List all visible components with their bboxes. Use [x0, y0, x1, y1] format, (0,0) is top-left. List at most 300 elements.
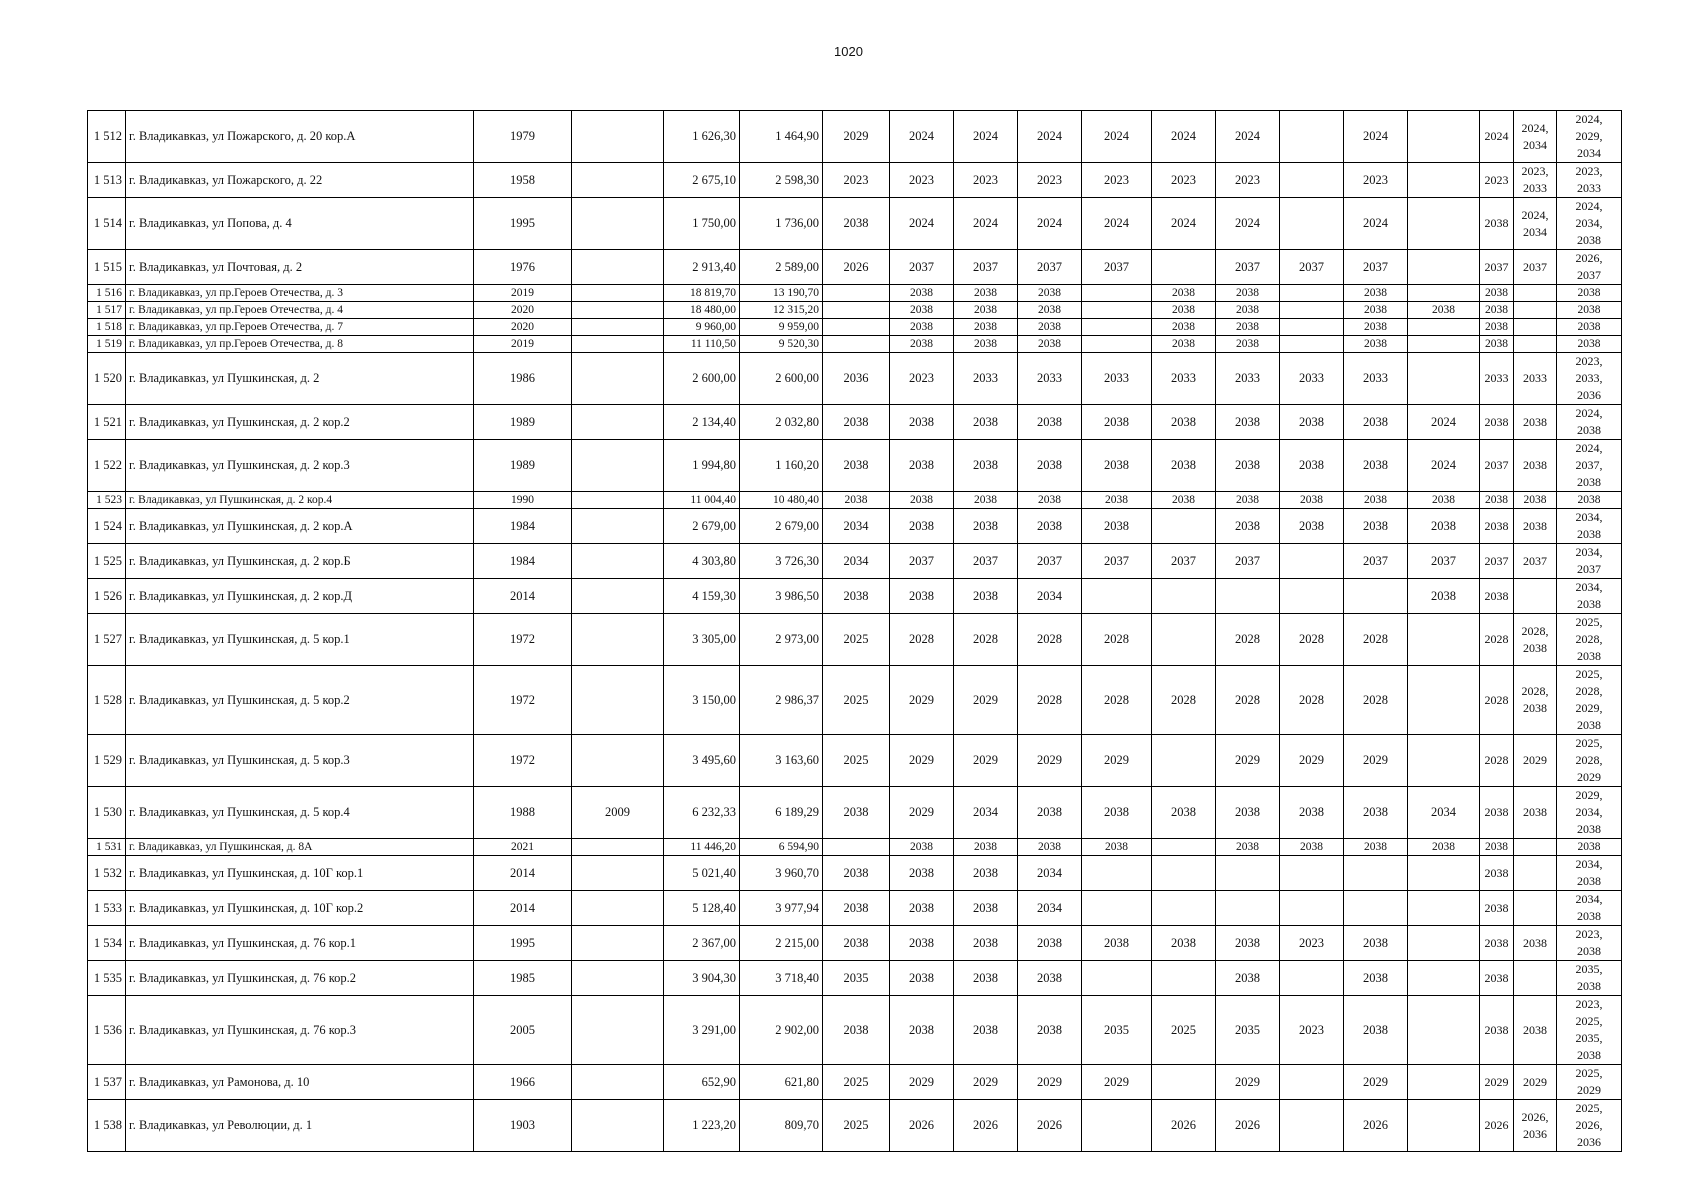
work-summary-cell: 2024, 2034, 2038	[1557, 198, 1622, 250]
work-3-cell: 2038	[954, 319, 1018, 336]
year-reconstruction-cell	[572, 285, 664, 302]
work-6-cell	[1152, 1065, 1216, 1100]
year-built-cell: 1986	[474, 353, 572, 405]
address-cell: г. Владикавказ, ул Пушкинская, д. 5 кор.1	[126, 614, 474, 666]
work-12-cell: 2038	[1514, 996, 1557, 1065]
work-1-cell: 2025	[823, 666, 890, 735]
year-built-cell: 1972	[474, 666, 572, 735]
work-4-cell: 2028	[1018, 666, 1082, 735]
row-number-cell: 1 518	[88, 319, 126, 336]
work-10-cell	[1408, 996, 1480, 1065]
work-1-cell: 2038	[823, 492, 890, 509]
work-6-cell: 2024	[1152, 111, 1216, 163]
year-reconstruction-cell	[572, 926, 664, 961]
work-2-cell: 2029	[890, 1065, 954, 1100]
work-8-cell: 2023	[1280, 996, 1344, 1065]
work-9-cell: 2033	[1344, 353, 1408, 405]
row-number-cell: 1 531	[88, 839, 126, 856]
work-12-cell: 2037	[1514, 544, 1557, 579]
work-3-cell: 2037	[954, 544, 1018, 579]
work-9-cell: 2026	[1344, 1100, 1408, 1152]
work-1-cell: 2038	[823, 996, 890, 1065]
work-11-cell: 2037	[1480, 250, 1514, 285]
year-reconstruction-cell	[572, 579, 664, 614]
work-summary-cell: 2034, 2038	[1557, 891, 1622, 926]
work-4-cell: 2038	[1018, 961, 1082, 996]
residential-area-cell: 2 679,00	[740, 509, 823, 544]
work-3-cell: 2028	[954, 614, 1018, 666]
table-row	[88, 319, 1622, 336]
work-5-cell	[1082, 579, 1152, 614]
work-4-cell: 2034	[1018, 579, 1082, 614]
address-cell: г. Владикавказ, ул Пожарского, д. 20 кор.А	[126, 111, 474, 163]
work-5-cell: 2024	[1082, 198, 1152, 250]
work-5-cell	[1082, 891, 1152, 926]
work-2-cell: 2023	[890, 163, 954, 198]
year-built-cell: 1903	[474, 1100, 572, 1152]
work-3-cell: 2038	[954, 285, 1018, 302]
year-reconstruction-cell	[572, 336, 664, 353]
work-5-cell: 2029	[1082, 735, 1152, 787]
work-6-cell: 2038	[1152, 405, 1216, 440]
year-built-cell: 1985	[474, 961, 572, 996]
work-11-cell: 2038	[1480, 336, 1514, 353]
work-7-cell: 2038	[1216, 961, 1280, 996]
address-cell: г. Владикавказ, ул Пушкинская, д. 76 кор.3	[126, 996, 474, 1065]
work-summary-cell: 2025, 2028, 2038	[1557, 614, 1622, 666]
residential-area-cell: 2 902,00	[740, 996, 823, 1065]
work-7-cell: 2026	[1216, 1100, 1280, 1152]
work-8-cell	[1280, 163, 1344, 198]
work-12-cell	[1514, 961, 1557, 996]
residential-area-cell: 621,80	[740, 1065, 823, 1100]
work-5-cell: 2038	[1082, 509, 1152, 544]
total-area-cell: 9 960,00	[664, 319, 740, 336]
total-area-cell: 2 675,10	[664, 163, 740, 198]
housing-register-table	[87, 110, 1622, 1152]
work-4-cell: 2034	[1018, 856, 1082, 891]
work-2-cell: 2038	[890, 839, 954, 856]
work-9-cell: 2024	[1344, 111, 1408, 163]
work-11-cell: 2038	[1480, 509, 1514, 544]
address-cell: г. Владикавказ, ул Пушкинская, д. 10Г кор.1	[126, 856, 474, 891]
residential-area-cell: 2 598,30	[740, 163, 823, 198]
work-12-cell	[1514, 891, 1557, 926]
work-1-cell: 2038	[823, 926, 890, 961]
table-row	[88, 544, 1622, 579]
table-row	[88, 509, 1622, 544]
work-11-cell: 2038	[1480, 926, 1514, 961]
work-9-cell: 2028	[1344, 614, 1408, 666]
work-7-cell: 2024	[1216, 198, 1280, 250]
work-2-cell: 2038	[890, 891, 954, 926]
work-1-cell: 2038	[823, 891, 890, 926]
work-4-cell: 2038	[1018, 405, 1082, 440]
address-cell: г. Владикавказ, ул пр.Героев Отечества, д. 4	[126, 302, 474, 319]
year-built-cell: 2005	[474, 996, 572, 1065]
table-row	[88, 735, 1622, 787]
work-5-cell: 2038	[1082, 787, 1152, 839]
year-reconstruction-cell: 2009	[572, 787, 664, 839]
address-cell: г. Владикавказ, ул Пушкинская, д. 76 кор.1	[126, 926, 474, 961]
residential-area-cell: 13 190,70	[740, 285, 823, 302]
total-area-cell: 5 128,40	[664, 891, 740, 926]
work-2-cell: 2038	[890, 579, 954, 614]
work-12-cell: 2038	[1514, 492, 1557, 509]
work-8-cell: 2028	[1280, 666, 1344, 735]
total-area-cell: 18 819,70	[664, 285, 740, 302]
work-11-cell: 2038	[1480, 839, 1514, 856]
work-5-cell: 2029	[1082, 1065, 1152, 1100]
work-4-cell: 2038	[1018, 440, 1082, 492]
row-number-cell: 1 519	[88, 336, 126, 353]
work-7-cell: 2038	[1216, 787, 1280, 839]
work-10-cell: 2037	[1408, 544, 1480, 579]
work-7-cell: 2028	[1216, 666, 1280, 735]
table-row	[88, 353, 1622, 405]
address-cell: г. Владикавказ, ул Попова, д. 4	[126, 198, 474, 250]
address-cell: г. Владикавказ, ул Почтовая, д. 2	[126, 250, 474, 285]
work-8-cell: 2038	[1280, 405, 1344, 440]
work-2-cell: 2038	[890, 856, 954, 891]
work-1-cell: 2026	[823, 250, 890, 285]
work-9-cell	[1344, 579, 1408, 614]
work-12-cell: 2038	[1514, 509, 1557, 544]
work-8-cell: 2038	[1280, 492, 1344, 509]
address-cell: г. Владикавказ, ул Революции, д. 1	[126, 1100, 474, 1152]
total-area-cell: 1 750,00	[664, 198, 740, 250]
total-area-cell: 6 232,33	[664, 787, 740, 839]
address-cell: г. Владикавказ, ул пр.Героев Отечества, д. 8	[126, 336, 474, 353]
work-9-cell: 2037	[1344, 544, 1408, 579]
work-8-cell	[1280, 1065, 1344, 1100]
work-1-cell: 2038	[823, 198, 890, 250]
year-reconstruction-cell	[572, 996, 664, 1065]
row-number-cell: 1 532	[88, 856, 126, 891]
work-3-cell: 2034	[954, 787, 1018, 839]
table-row	[88, 614, 1622, 666]
work-2-cell: 2038	[890, 961, 954, 996]
work-12-cell: 2038	[1514, 440, 1557, 492]
work-4-cell: 2038	[1018, 319, 1082, 336]
work-10-cell	[1408, 198, 1480, 250]
work-2-cell: 2038	[890, 996, 954, 1065]
year-reconstruction-cell	[572, 891, 664, 926]
table-row	[88, 666, 1622, 735]
work-7-cell: 2029	[1216, 735, 1280, 787]
work-7-cell: 2038	[1216, 839, 1280, 856]
table-row	[88, 1065, 1622, 1100]
work-8-cell	[1280, 544, 1344, 579]
work-4-cell: 2038	[1018, 336, 1082, 353]
work-summary-cell: 2024, 2037, 2038	[1557, 440, 1622, 492]
work-12-cell: 2024, 2034	[1514, 198, 1557, 250]
work-7-cell: 2028	[1216, 614, 1280, 666]
work-11-cell: 2038	[1480, 996, 1514, 1065]
total-area-cell: 3 305,00	[664, 614, 740, 666]
work-2-cell: 2028	[890, 614, 954, 666]
work-9-cell: 2029	[1344, 1065, 1408, 1100]
work-4-cell: 2023	[1018, 163, 1082, 198]
year-built-cell: 1995	[474, 926, 572, 961]
row-number-cell: 1 525	[88, 544, 126, 579]
work-12-cell: 2029	[1514, 735, 1557, 787]
work-11-cell: 2038	[1480, 319, 1514, 336]
year-built-cell: 1972	[474, 735, 572, 787]
residential-area-cell: 2 215,00	[740, 926, 823, 961]
work-7-cell: 2038	[1216, 319, 1280, 336]
work-3-cell: 2038	[954, 839, 1018, 856]
work-6-cell: 2024	[1152, 198, 1216, 250]
table-row	[88, 839, 1622, 856]
work-2-cell: 2023	[890, 353, 954, 405]
work-11-cell: 2038	[1480, 961, 1514, 996]
work-7-cell: 2038	[1216, 926, 1280, 961]
total-area-cell: 652,90	[664, 1065, 740, 1100]
work-summary-cell: 2025, 2028, 2029	[1557, 735, 1622, 787]
work-8-cell: 2038	[1280, 787, 1344, 839]
work-11-cell: 2038	[1480, 787, 1514, 839]
work-1-cell: 2035	[823, 961, 890, 996]
year-reconstruction-cell	[572, 544, 664, 579]
address-cell: г. Владикавказ, ул Пушкинская, д. 5 кор.3	[126, 735, 474, 787]
work-4-cell: 2038	[1018, 839, 1082, 856]
work-7-cell	[1216, 579, 1280, 614]
work-9-cell: 2038	[1344, 787, 1408, 839]
work-summary-cell: 2038	[1557, 839, 1622, 856]
work-9-cell: 2038	[1344, 996, 1408, 1065]
address-cell: г. Владикавказ, ул Пушкинская, д. 2 кор.4	[126, 492, 474, 509]
work-8-cell: 2029	[1280, 735, 1344, 787]
work-2-cell: 2037	[890, 250, 954, 285]
work-summary-cell: 2038	[1557, 285, 1622, 302]
work-4-cell: 2038	[1018, 787, 1082, 839]
row-number-cell: 1 529	[88, 735, 126, 787]
work-5-cell: 2035	[1082, 996, 1152, 1065]
total-area-cell: 1 223,20	[664, 1100, 740, 1152]
year-built-cell: 2014	[474, 856, 572, 891]
year-reconstruction-cell	[572, 319, 664, 336]
work-6-cell	[1152, 735, 1216, 787]
work-5-cell: 2038	[1082, 839, 1152, 856]
work-12-cell: 2038	[1514, 405, 1557, 440]
work-3-cell: 2038	[954, 996, 1018, 1065]
address-cell: г. Владикавказ, ул Пожарского, д. 22	[126, 163, 474, 198]
residential-area-cell: 3 977,94	[740, 891, 823, 926]
work-1-cell: 2025	[823, 1065, 890, 1100]
work-10-cell	[1408, 856, 1480, 891]
work-4-cell: 2037	[1018, 544, 1082, 579]
address-cell: г. Владикавказ, ул Пушкинская, д. 5 кор.2	[126, 666, 474, 735]
year-built-cell: 2014	[474, 579, 572, 614]
total-area-cell: 11 004,40	[664, 492, 740, 509]
work-10-cell	[1408, 926, 1480, 961]
work-4-cell: 2038	[1018, 285, 1082, 302]
work-8-cell	[1280, 319, 1344, 336]
work-11-cell: 2029	[1480, 1065, 1514, 1100]
work-summary-cell: 2038	[1557, 302, 1622, 319]
work-10-cell	[1408, 250, 1480, 285]
year-built-cell: 1995	[474, 198, 572, 250]
work-3-cell: 2037	[954, 250, 1018, 285]
address-cell: г. Владикавказ, ул Рамонова, д. 10	[126, 1065, 474, 1100]
year-built-cell: 1989	[474, 405, 572, 440]
work-2-cell: 2038	[890, 302, 954, 319]
work-1-cell: 2029	[823, 111, 890, 163]
total-area-cell: 2 913,40	[664, 250, 740, 285]
year-reconstruction-cell	[572, 856, 664, 891]
row-number-cell: 1 528	[88, 666, 126, 735]
work-5-cell: 2028	[1082, 614, 1152, 666]
table-row	[88, 302, 1622, 319]
address-cell: г. Владикавказ, ул пр.Героев Отечества, д. 3	[126, 285, 474, 302]
work-11-cell: 2037	[1480, 440, 1514, 492]
row-number-cell: 1 521	[88, 405, 126, 440]
row-number-cell: 1 515	[88, 250, 126, 285]
work-4-cell: 2038	[1018, 492, 1082, 509]
work-10-cell: 2038	[1408, 509, 1480, 544]
work-4-cell: 2026	[1018, 1100, 1082, 1152]
work-11-cell: 2038	[1480, 198, 1514, 250]
year-reconstruction-cell	[572, 492, 664, 509]
work-6-cell: 2038	[1152, 787, 1216, 839]
residential-area-cell: 2 600,00	[740, 353, 823, 405]
residential-area-cell: 3 960,70	[740, 856, 823, 891]
table-row	[88, 856, 1622, 891]
table-row	[88, 440, 1622, 492]
year-reconstruction-cell	[572, 353, 664, 405]
work-1-cell	[823, 285, 890, 302]
work-9-cell: 2028	[1344, 666, 1408, 735]
work-4-cell: 2024	[1018, 111, 1082, 163]
row-number-cell: 1 534	[88, 926, 126, 961]
address-cell: г. Владикавказ, ул Пушкинская, д. 76 кор.2	[126, 961, 474, 996]
work-8-cell: 2023	[1280, 926, 1344, 961]
work-summary-cell: 2024, 2029, 2034	[1557, 111, 1622, 163]
work-1-cell: 2025	[823, 1100, 890, 1152]
work-11-cell: 2038	[1480, 405, 1514, 440]
work-6-cell: 2025	[1152, 996, 1216, 1065]
work-summary-cell: 2023, 2033, 2036	[1557, 353, 1622, 405]
total-area-cell: 11 446,20	[664, 839, 740, 856]
address-cell: г. Владикавказ, ул Пушкинская, д. 2	[126, 353, 474, 405]
total-area-cell: 3 150,00	[664, 666, 740, 735]
work-12-cell	[1514, 839, 1557, 856]
total-area-cell: 2 134,40	[664, 405, 740, 440]
work-7-cell: 2037	[1216, 250, 1280, 285]
year-reconstruction-cell	[572, 302, 664, 319]
work-6-cell: 2038	[1152, 319, 1216, 336]
year-built-cell: 2020	[474, 302, 572, 319]
residential-area-cell: 6 594,90	[740, 839, 823, 856]
table-row	[88, 163, 1622, 198]
table-row	[88, 405, 1622, 440]
work-6-cell: 2038	[1152, 302, 1216, 319]
residential-area-cell: 9 520,30	[740, 336, 823, 353]
total-area-cell: 3 495,60	[664, 735, 740, 787]
row-number-cell: 1 535	[88, 961, 126, 996]
year-built-cell: 1984	[474, 509, 572, 544]
work-12-cell: 2023, 2033	[1514, 163, 1557, 198]
year-built-cell: 1976	[474, 250, 572, 285]
work-2-cell: 2038	[890, 336, 954, 353]
work-4-cell: 2038	[1018, 926, 1082, 961]
total-area-cell: 18 480,00	[664, 302, 740, 319]
work-8-cell: 2038	[1280, 839, 1344, 856]
work-8-cell	[1280, 198, 1344, 250]
work-summary-cell: 2023, 2038	[1557, 926, 1622, 961]
address-cell: г. Владикавказ, ул Пушкинская, д. 2 кор.3	[126, 440, 474, 492]
row-number-cell: 1 512	[88, 111, 126, 163]
work-2-cell: 2029	[890, 735, 954, 787]
work-10-cell: 2038	[1408, 302, 1480, 319]
work-9-cell: 2038	[1344, 285, 1408, 302]
work-8-cell: 2037	[1280, 250, 1344, 285]
work-4-cell: 2034	[1018, 891, 1082, 926]
work-summary-cell: 2034, 2038	[1557, 856, 1622, 891]
work-2-cell: 2038	[890, 509, 954, 544]
work-6-cell	[1152, 856, 1216, 891]
work-9-cell: 2038	[1344, 336, 1408, 353]
row-number-cell: 1 527	[88, 614, 126, 666]
work-8-cell: 2038	[1280, 440, 1344, 492]
table-row	[88, 285, 1622, 302]
work-12-cell: 2037	[1514, 250, 1557, 285]
year-built-cell: 2019	[474, 285, 572, 302]
work-1-cell: 2038	[823, 787, 890, 839]
work-8-cell	[1280, 856, 1344, 891]
work-1-cell: 2025	[823, 614, 890, 666]
year-reconstruction-cell	[572, 440, 664, 492]
work-9-cell: 2038	[1344, 839, 1408, 856]
work-12-cell: 2038	[1514, 926, 1557, 961]
work-6-cell: 2038	[1152, 336, 1216, 353]
work-summary-cell: 2029, 2034, 2038	[1557, 787, 1622, 839]
year-built-cell: 1989	[474, 440, 572, 492]
work-9-cell: 2038	[1344, 492, 1408, 509]
work-4-cell: 2037	[1018, 250, 1082, 285]
work-11-cell: 2026	[1480, 1100, 1514, 1152]
work-5-cell	[1082, 285, 1152, 302]
residential-area-cell: 2 973,00	[740, 614, 823, 666]
work-7-cell: 2029	[1216, 1065, 1280, 1100]
work-summary-cell: 2026, 2037	[1557, 250, 1622, 285]
work-4-cell: 2029	[1018, 735, 1082, 787]
work-1-cell: 2038	[823, 405, 890, 440]
work-2-cell: 2029	[890, 787, 954, 839]
work-6-cell	[1152, 509, 1216, 544]
residential-area-cell: 3 718,40	[740, 961, 823, 996]
work-9-cell: 2023	[1344, 163, 1408, 198]
work-5-cell: 2038	[1082, 440, 1152, 492]
table-row	[88, 111, 1622, 163]
work-10-cell: 2034	[1408, 787, 1480, 839]
residential-area-cell: 3 726,30	[740, 544, 823, 579]
work-3-cell: 2029	[954, 666, 1018, 735]
year-reconstruction-cell	[572, 198, 664, 250]
work-11-cell: 2028	[1480, 735, 1514, 787]
work-5-cell: 2038	[1082, 405, 1152, 440]
work-5-cell	[1082, 336, 1152, 353]
residential-area-cell: 10 480,40	[740, 492, 823, 509]
year-built-cell: 1979	[474, 111, 572, 163]
work-6-cell: 2038	[1152, 285, 1216, 302]
work-10-cell	[1408, 735, 1480, 787]
work-summary-cell: 2025, 2029	[1557, 1065, 1622, 1100]
residential-area-cell: 3 986,50	[740, 579, 823, 614]
work-8-cell	[1280, 336, 1344, 353]
work-4-cell: 2029	[1018, 1065, 1082, 1100]
